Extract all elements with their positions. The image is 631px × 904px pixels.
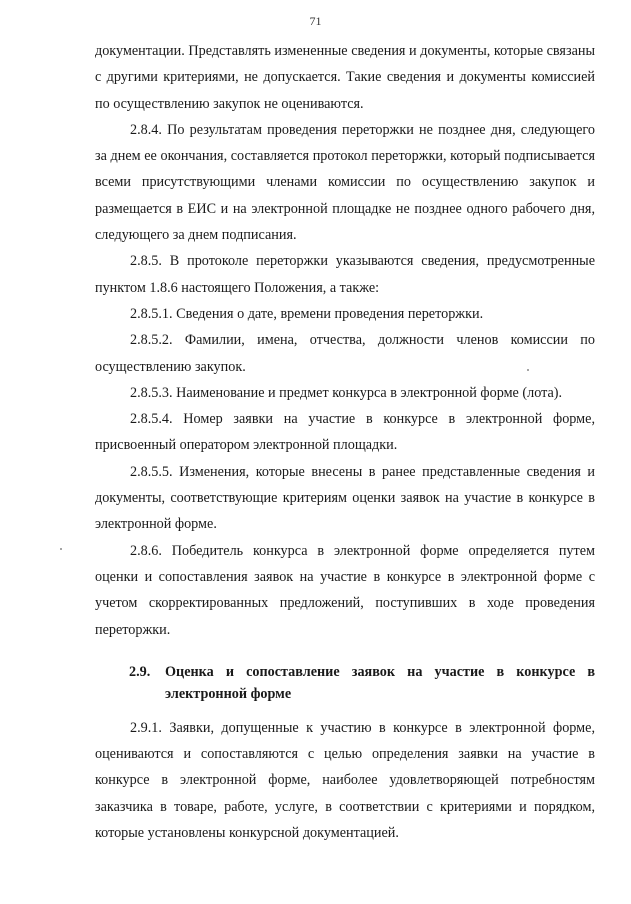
scan-speck: [60, 548, 62, 550]
paragraph-2-8-4: 2.8.4. По результатам проведения переторжки не позднее дня, следующего за днем ее окончания, составляется протокол переторжки, который подписывается всеми присутствующими членами комиссии по осуществлению закупок и размещается в ЕИС и на электронной площадке не позднее одного рабочего дня, следующего за днем подписания.: [95, 121, 595, 244]
section-heading-number: 2.9.: [129, 663, 151, 680]
paragraph-2-8-5-1: 2.8.5.1. Сведения о дате, времени проведения переторжки.: [130, 305, 484, 322]
paragraph-2-8-5-2: 2.8.5.2. Фамилии, имена, отчества, должности членов комиссии по осуществлению закупок.: [95, 332, 595, 375]
paragraph-2-9-1: 2.9.1. Заявки, допущенные к участию в конкурсе в электронной форме, оцениваются и сопоставляются с целью определения заявки на участие в конкурсе в электронной форме, наиболее удовлетворяющей потребностям заказчика в товаре, работе, услуге, в соответствии с критериями и порядком, которые установлены конкурсной документацией.: [95, 719, 595, 842]
paragraph-continuation: документации. Представлять измененные сведения и документы, которые связаны с другими критериями, не допускается. Такие сведения и документы комиссией по осуществлению закупок не оцениваются.: [95, 43, 595, 112]
section-heading-2-9: [95, 661, 595, 705]
page-number: 71: [309, 14, 322, 28]
paragraph-2-8-5-3: 2.8.5.3. Наименование и предмет конкурса в электронной форме (лота).: [130, 384, 563, 401]
document-body: [95, 38, 595, 846]
paragraph-2-8-5: 2.8.5. В протоколе переторжки указываются сведения, предусмотренные пунктом 1.8.6 настоящего Положения, а также:: [95, 253, 595, 296]
paragraph-2-8-5-4: 2.8.5.4. Номер заявки на участие в конкурсе в электронной форме, присвоенный оператором электронной площадки.: [95, 411, 595, 454]
section-heading-text: Оценка и сопоставление заявок на участие в конкурсе в электронной форме: [165, 663, 595, 702]
paragraph-2-8-6: 2.8.6. Победитель конкурса в электронной форме определяется путем оценки и сопоставления заявок на участие в конкурсе в электронной форме с учетом скорректированных предложений, поступивших в ходе проведения переторжки.: [95, 542, 595, 638]
paragraph-2-8-5-5: 2.8.5.5. Изменения, которые внесены в ранее представленные сведения и документы, соответствующие критериям оценки заявок на участие в конкурсе в электронной форме.: [95, 463, 595, 533]
scan-speck: [527, 369, 529, 371]
